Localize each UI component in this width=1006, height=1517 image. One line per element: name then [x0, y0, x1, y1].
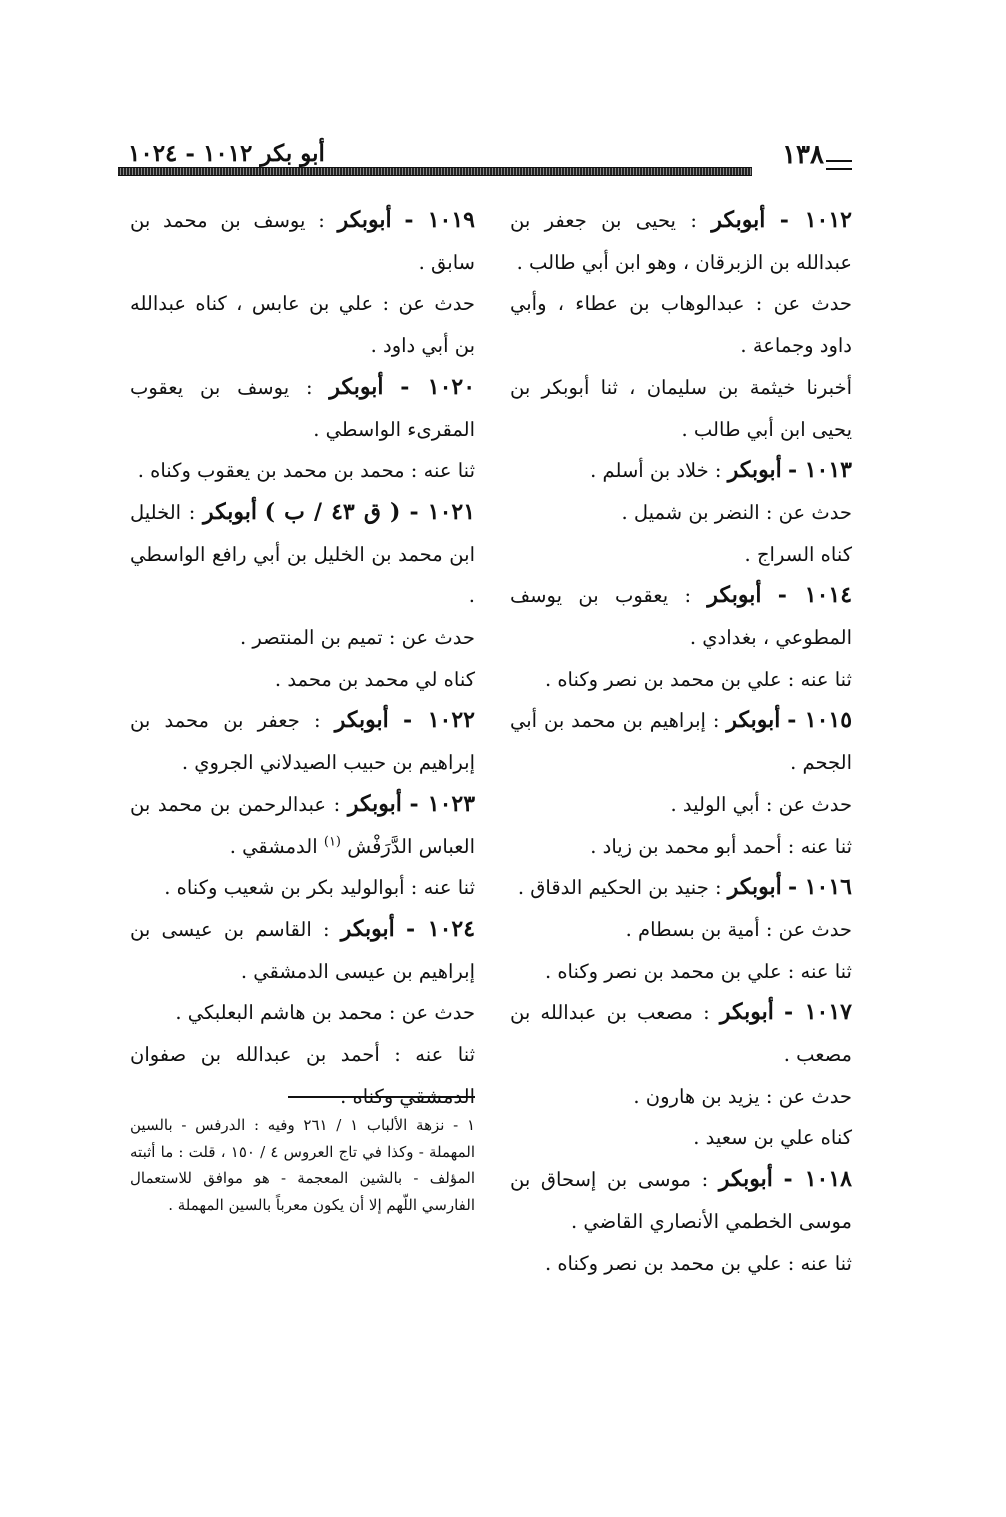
- footnote-1: ١ - نزهة الألباب ١ / ٢٦١ وفيه : الدرفس - بالسين المهملة - وكذا في تاج العروس ٤ / ١٥٠ ، قلت : ما أثبته المؤلف - بالشين المعجمة - هو موافق للاستعمال الفارسي اللّهم إلا أن يكون معرباً بالسين المهملة .: [130, 1116, 475, 1214]
- entry-text: : عبدالرحمن بن محمد بن العباس الدَّرَفْش: [130, 792, 475, 858]
- header-ornament: [826, 160, 852, 170]
- entry-number: ١٠١٨ -: [783, 1166, 852, 1193]
- text-line: حدث عن : تميم بن المنتصر .: [240, 626, 475, 650]
- entry-text: : الخليل ابن محمد بن الخليل بن أبي رافع الواسطي .: [130, 500, 475, 608]
- entry-1019: [130, 200, 475, 283]
- entry-number: ١٠٢٤ -: [405, 915, 476, 942]
- text-line: ثنا عنه : علي بن محمد بن نصر وكناه .: [544, 959, 852, 983]
- entry-name: أبوبكر: [347, 790, 402, 817]
- right-column: [510, 200, 852, 1284]
- text-line: ثنا عنه : محمد بن محمد بن يعقوب وكناه .: [137, 459, 475, 483]
- entry-name: أبوبكر: [202, 498, 257, 525]
- entry-name: أبوبكر: [337, 207, 392, 233]
- entry-name: أبوبكر: [707, 582, 762, 609]
- entry-name: أبوبكر: [334, 707, 389, 734]
- entry-text: الدمشقي .: [229, 834, 318, 858]
- entry-1017: [510, 992, 852, 1075]
- running-title-range: ١٠١٢ - ١٠٢٤: [128, 140, 253, 167]
- entry-number: ١٠١٢ -: [779, 207, 852, 233]
- entry-1016: [510, 867, 852, 909]
- entry-text: : يعقوب بن يوسف المطوعي ، بغدادي .: [510, 584, 852, 650]
- entry-name: أبوبكر: [329, 373, 384, 400]
- text-line: ثنا عنه : علي بن محمد بن نصر وكناه .: [544, 667, 852, 691]
- entry-number: ١٠١٥ -: [787, 707, 853, 734]
- text-line: كناه السراج .: [744, 542, 852, 566]
- entry-text: : إبراهيم بن محمد بن أبي الجحم .: [510, 709, 852, 775]
- entry-1022: [130, 700, 475, 783]
- text-line: أخبرنا خيثمة بن سليمان ، ثنا أبوبكر بن يحيى ابن أبي طالب .: [510, 375, 852, 441]
- entry-text: : يوسف بن يعقوب المقرىء الواسطي .: [130, 375, 475, 441]
- text-line: حدث عن : النضر بن شميل .: [621, 500, 852, 524]
- entry-1012: [510, 200, 852, 283]
- running-title: [128, 140, 325, 167]
- entry-text: : خلاد بن أسلم .: [590, 459, 722, 483]
- text-line: حدث عن : عبدالوهاب بن عطاء ، وأبي داود وجماعة .: [510, 292, 852, 358]
- page-number: ١٣٨: [782, 140, 824, 170]
- text-line: ثنا عنه : علي بن محمد بن نصر وكناه .: [544, 1251, 852, 1275]
- entry-number: ١٠١٩ -: [404, 207, 475, 233]
- entry-1020: [130, 367, 475, 450]
- entry-text: : القاسم بن عيسى بن إبراهيم بن عيسى الدمشقي .: [130, 917, 475, 983]
- entry-1015: [510, 700, 852, 783]
- entry-name: أبوبكر: [340, 915, 395, 942]
- entry-1014: [510, 575, 852, 658]
- entry-1013: [510, 450, 852, 492]
- entry-name: أبوبكر: [727, 874, 782, 901]
- entry-name: أبوبكر: [718, 1166, 773, 1193]
- running-title-name: أبو بكر: [260, 140, 325, 167]
- entry-name: أبوبكر: [711, 207, 766, 233]
- text-line: ثنا عنه : أبوالوليد بكر بن شعيب وكناه .: [164, 876, 475, 900]
- footnote-reference[interactable]: (١): [323, 834, 341, 850]
- text-line: ثنا عنه : أحمد بن عبدالله بن صفوان الدمشقي وكناه .: [130, 1043, 475, 1108]
- entry-number: ١٠١٤ -: [777, 582, 853, 609]
- footnotes: [130, 1112, 475, 1218]
- entry-number: ١٠١٦ -: [787, 874, 852, 901]
- entry-text: : موسى بن إسحاق بن موسى الخطمي الأنصاري القاضي .: [510, 1168, 852, 1233]
- entry-number: ١٠١٧ -: [783, 999, 852, 1026]
- text-line: حدث عن : يزيد بن هارون .: [633, 1084, 852, 1108]
- entry-name: أبوبكر: [727, 457, 782, 484]
- entry-1018: [510, 1159, 852, 1242]
- entry-number: ١٠١٣ -: [787, 457, 852, 484]
- text-line: حدث عن : محمد بن هاشم البعلبكي .: [175, 1001, 475, 1025]
- text-line: حدث عن : أمية بن بسطام .: [625, 917, 852, 941]
- entry-1024: [130, 909, 475, 992]
- text-line: كناه علي بن سعيد .: [693, 1126, 852, 1150]
- text-line: حدث عن : أبي الوليد .: [670, 792, 852, 816]
- entry-text: : جعفر بن محمد بن إبراهيم بن حبيب الصيدلاني الجروي .: [130, 709, 475, 775]
- text-line: كناه لي محمد بن محمد .: [274, 667, 475, 691]
- entry-number: ١٠٢٢ -: [402, 707, 475, 734]
- entry-text: : مصعب بن عبدالله بن مصعب .: [510, 1001, 852, 1067]
- page-header: [118, 140, 852, 176]
- entry-text: : جنيد بن الحكيم الدقاق .: [517, 876, 722, 900]
- entry-text: : يوسف بن محمد بن سابق .: [130, 209, 475, 274]
- text-line: ثنا عنه : أحمد أبو محمد بن زياد .: [590, 834, 852, 858]
- entry-1021: [130, 492, 475, 617]
- entry-name: أبوبكر: [726, 707, 781, 734]
- footnote-rule: [288, 1096, 475, 1098]
- entry-number: ١٠٢٣ -: [409, 790, 476, 817]
- entry-text: : يحيى بن جعفر بن عبدالله بن الزبرقان ، وهو ابن أبي طالب .: [510, 209, 852, 274]
- header-rule: [118, 167, 752, 176]
- entry-number: ١٠٢٠ -: [400, 373, 476, 400]
- left-column: [130, 200, 475, 1117]
- text-line: حدث عن : علي بن عابس ، كناه عبدالله بن أبي داود .: [130, 292, 475, 358]
- entry-number: ١٠٢١ - ( ق ٤٣ / ب ): [264, 498, 476, 525]
- entry-name: أبوبكر: [719, 999, 774, 1026]
- entry-1023: [130, 784, 475, 867]
